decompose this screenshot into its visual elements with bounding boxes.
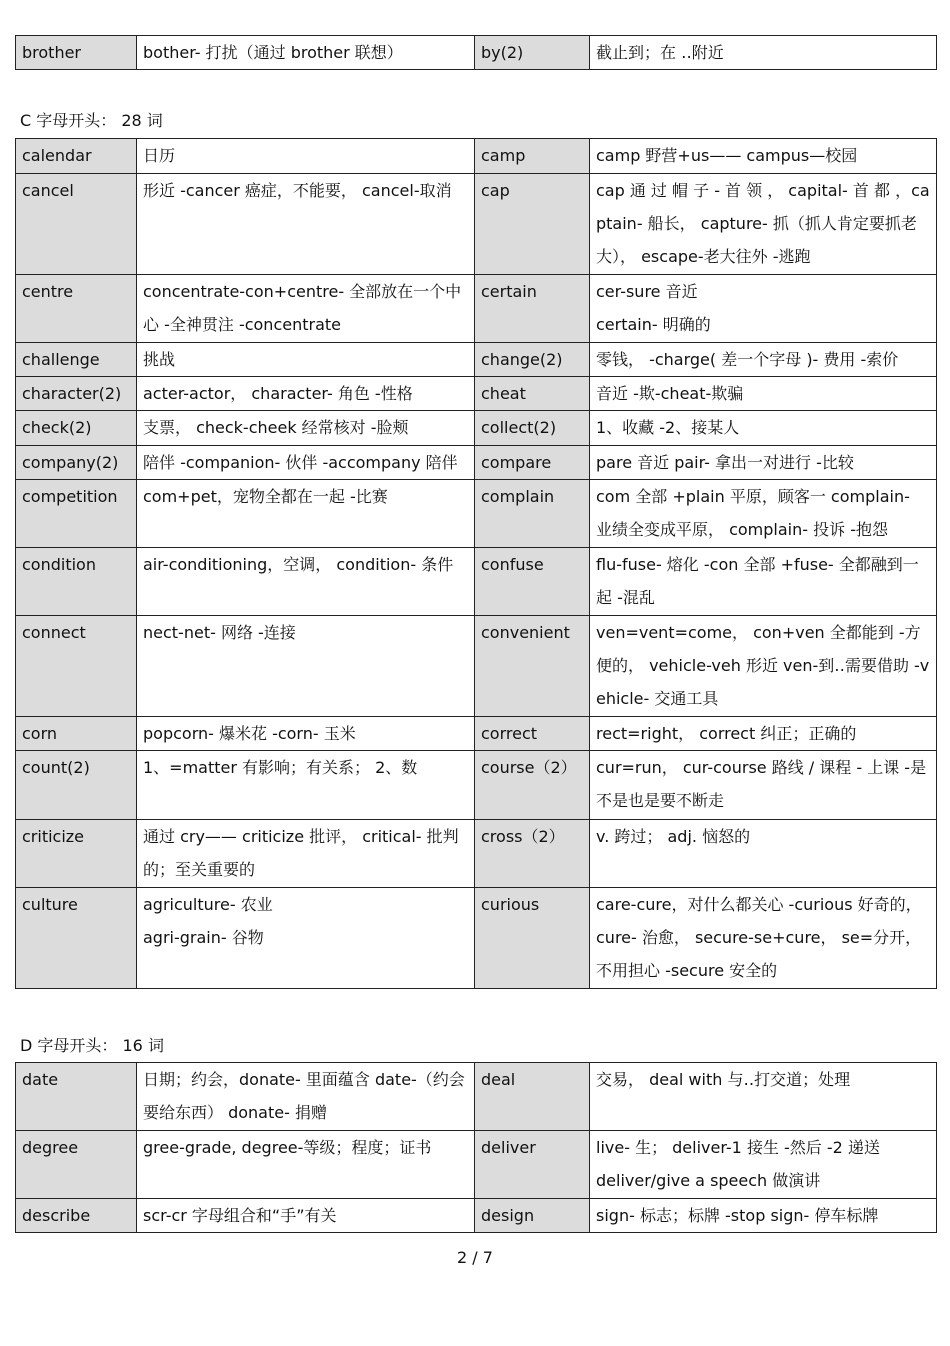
table-row <box>16 1063 937 1131</box>
table-row <box>16 820 937 888</box>
word-cell: collect(2) <box>475 411 590 446</box>
section-d-title: D 字母开头： 16 词 <box>20 1036 164 1055</box>
mnemonic-cell: com+pet，宠物全都在一起 -比赛 <box>137 480 475 548</box>
section-c-title: C 字母开头： 28 词 <box>20 111 163 130</box>
vocab-table-body <box>16 1063 937 1233</box>
mnemonic-cell: 形近 -cancer 癌症，不能要， cancel-取消 <box>137 174 475 275</box>
mnemonic-cell: nect-net- 网络 -连接 <box>137 616 475 717</box>
word-cell: complain <box>475 480 590 548</box>
word-cell: company(2) <box>16 446 137 480</box>
mnemonic-cell: 挑战 <box>137 343 475 377</box>
word-cell: by(2) <box>475 36 590 70</box>
table-row <box>16 139 937 174</box>
word-cell: design <box>475 1199 590 1233</box>
word-cell: describe <box>16 1199 137 1233</box>
word-cell: cross（2） <box>475 820 590 888</box>
word-cell: deal <box>475 1063 590 1131</box>
mnemonic-cell: acter-actor， character- 角色 -性格 <box>137 377 475 411</box>
table-row <box>16 36 937 70</box>
table-row <box>16 446 937 480</box>
word-cell: curious <box>475 888 590 989</box>
mnemonic-cell: com 全部 +plain 平原，顾客一 complain- 业绩全变成平原， complain- 投诉 -抱怨 <box>590 480 937 548</box>
mnemonic-cell: 陪伴 -companion- 伙伴 -accompany 陪伴 <box>137 446 475 480</box>
mnemonic-cell: sign- 标志；标牌 -stop sign- 停车标牌 <box>590 1199 937 1233</box>
word-cell: corn <box>16 717 137 751</box>
mnemonic-cell: scr-cr 字母组合和“手”有关 <box>137 1199 475 1233</box>
word-cell: degree <box>16 1131 137 1199</box>
mnemonic-cell: 零钱， -charge( 差一个字母 )- 费用 -索价 <box>590 343 937 377</box>
table-row <box>16 751 937 820</box>
table-row <box>16 275 937 343</box>
word-cell: convenient <box>475 616 590 717</box>
mnemonic-cell: agriculture- 农业 agri-grain- 谷物 <box>137 888 475 989</box>
word-cell: cap <box>475 174 590 275</box>
mnemonic-cell: 交易， deal with 与‥打交道；处理 <box>590 1063 937 1131</box>
mnemonic-cell: 日历 <box>137 139 475 174</box>
table-row <box>16 548 937 616</box>
word-cell: cheat <box>475 377 590 411</box>
vocab-table-c <box>15 138 937 989</box>
mnemonic-cell: 1、收藏 -2、接某人 <box>590 411 937 446</box>
table-row <box>16 1131 937 1199</box>
mnemonic-cell: cap 通 过 帽 子 - 首 领 ， capital- 首 都 ，captain- 船长， capture- 抓（抓人肯定要抓老大）， escape-老大往外 -逃跑 <box>590 174 937 275</box>
mnemonic-cell: air-conditioning，空调， condition- 条件 <box>137 548 475 616</box>
table-row <box>16 888 937 989</box>
mnemonic-cell: flu-fuse- 熔化 -con 全部 +fuse- 全都融到一起 -混乱 <box>590 548 937 616</box>
word-cell: culture <box>16 888 137 989</box>
mnemonic-cell: concentrate-con+centre- 全部放在一个中心 -全神贯注 -concentrate <box>137 275 475 343</box>
word-cell: check(2) <box>16 411 137 446</box>
table-row <box>16 411 937 446</box>
word-cell: compare <box>475 446 590 480</box>
mnemonic-cell: pare 音近 pair- 拿出一对进行 -比较 <box>590 446 937 480</box>
word-cell: criticize <box>16 820 137 888</box>
word-cell: competition <box>16 480 137 548</box>
mnemonic-cell: 音近 -欺-cheat-欺骗 <box>590 377 937 411</box>
mnemonic-cell: cur=run， cur-course 路线 / 课程 - 上课 -是不是也是要不断走 <box>590 751 937 820</box>
word-cell: change(2) <box>475 343 590 377</box>
word-cell: challenge <box>16 343 137 377</box>
word-cell: brother <box>16 36 137 70</box>
word-cell: confuse <box>475 548 590 616</box>
word-cell: character(2) <box>16 377 137 411</box>
page-number: 2 / 7 <box>457 1248 493 1267</box>
table-row <box>16 1199 937 1233</box>
table-row <box>16 717 937 751</box>
word-cell: count(2) <box>16 751 137 820</box>
word-cell: course（2） <box>475 751 590 820</box>
mnemonic-cell: 截止到；在 ‥附近 <box>590 36 937 70</box>
mnemonic-cell: live- 生； deliver-1 接生 -然后 -2 递送 deliver/give a speech 做演讲 <box>590 1131 937 1199</box>
mnemonic-cell: cer-sure 音近 certain- 明确的 <box>590 275 937 343</box>
table-row <box>16 343 937 377</box>
vocab-table-top <box>15 35 937 70</box>
word-cell: deliver <box>475 1131 590 1199</box>
word-cell: condition <box>16 548 137 616</box>
word-cell: cancel <box>16 174 137 275</box>
word-cell: certain <box>475 275 590 343</box>
table-row <box>16 616 937 717</box>
mnemonic-cell: care-cure，对什么都关心 -curious 好奇的， cure- 治愈， secure-se+cure， se=分开，不用担心 -secure 安全的 <box>590 888 937 989</box>
vocab-table-d <box>15 1062 937 1233</box>
word-cell: calendar <box>16 139 137 174</box>
mnemonic-cell: 支票， check-cheek 经常核对 -脸颊 <box>137 411 475 446</box>
mnemonic-cell: 1、=matter 有影响；有关系； 2、数 <box>137 751 475 820</box>
mnemonic-cell: v. 跨过； adj. 恼怒的 <box>590 820 937 888</box>
word-cell: camp <box>475 139 590 174</box>
word-cell: connect <box>16 616 137 717</box>
mnemonic-cell: camp 野营+us—— campus—校园 <box>590 139 937 174</box>
word-cell: centre <box>16 275 137 343</box>
vocab-table-body <box>16 139 937 989</box>
vocab-table-body <box>16 36 937 70</box>
mnemonic-cell: ven=vent=come， con+ven 全都能到 -方便的， vehicle-veh 形近 ven-到‥需要借助 -vehicle- 交通工具 <box>590 616 937 717</box>
mnemonic-cell: bother- 打扰（通过 brother 联想） <box>137 36 475 70</box>
word-cell: correct <box>475 717 590 751</box>
table-row <box>16 480 937 548</box>
word-cell: date <box>16 1063 137 1131</box>
mnemonic-cell: popcorn- 爆米花 -corn- 玉米 <box>137 717 475 751</box>
table-row <box>16 377 937 411</box>
mnemonic-cell: gree-grade, degree-等级；程度；证书 <box>137 1131 475 1199</box>
table-row <box>16 174 937 275</box>
mnemonic-cell: 日期；约会，donate- 里面蕴含 date-（约会要给东西） donate- 捐赠 <box>137 1063 475 1131</box>
mnemonic-cell: 通过 cry—— criticize 批评， critical- 批判的；至关重要的 <box>137 820 475 888</box>
mnemonic-cell: rect=right， correct 纠正；正确的 <box>590 717 937 751</box>
